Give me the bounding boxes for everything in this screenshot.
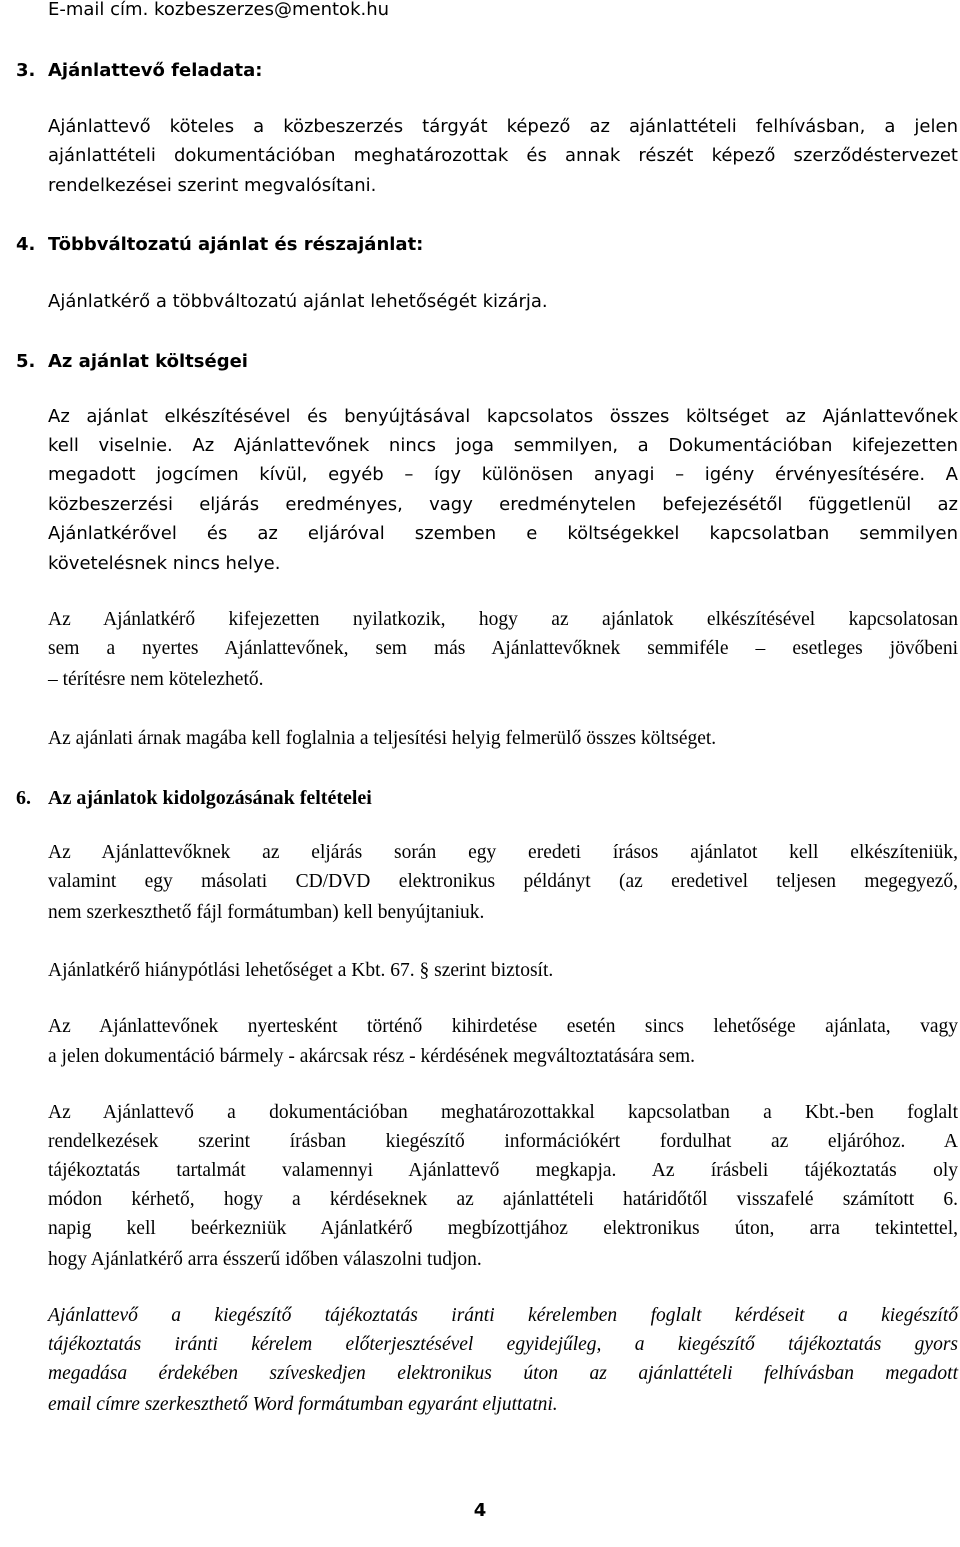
section-5-p2-line-2: sem a nyertes Ajánlattevőnek, sem más Ajánlattevőknek semmiféle – esetleges jövőbeni <box>48 638 958 659</box>
section-6-p1-line-1: Az Ajánlattevőknek az eljárás során egy eredeti írásos ajánlatot kell elkészíteniük, <box>48 842 958 863</box>
section-5-p1-line-4: közbeszerzési eljárás eredményes, vagy eredménytelen befejezésétől függetlenül az <box>48 494 958 515</box>
section-4-text: Ajánlatkérő a többváltozatú ajánlat lehetőségét kizárja. <box>48 291 548 312</box>
page-number: 4 <box>473 1500 487 1521</box>
section-5-p2-line-1: Az Ajánlatkérő kifejezetten nyilatkozik, hogy az ajánlatok elkészítésével kapcsolatosan <box>48 609 958 630</box>
section-4-number: 4. <box>16 234 36 255</box>
section-6-number: 6. <box>16 787 31 809</box>
section-3-line-3: rendelkezései szerint megvalósítani. <box>48 175 377 196</box>
section-3-number: 3. <box>16 60 36 81</box>
section-5-p1-line-1: Az ajánlat elkészítésével és benyújtásával kapcsolatos összes költséget az Ajánlattevőnek <box>48 406 958 427</box>
section-6-p4-line-1: Az Ajánlattevő a dokumentációban meghatározottakkal kapcsolatban a Kbt.-ben foglalt <box>48 1102 958 1123</box>
section-5-p1-line-2: kell viselnie. Az Ajánlattevőnek nincs joga semmilyen, a Dokumentációban kifejezetten <box>48 435 958 456</box>
section-6-p4-line-6: hogy Ajánlatkérő arra ésszerű időben válaszolni tudjon. <box>48 1249 482 1270</box>
section-3-line-1: Ajánlattevő köteles a közbeszerzés tárgyát képező az ajánlattételi felhívásban, a jelen <box>48 116 958 137</box>
section-6-p5-line-3: megadása érdekében szíveskedjen elektronikus úton az ajánlattételi felhívásban megadott <box>48 1363 958 1384</box>
section-4-title: Többváltozatú ajánlat és részajánlat: <box>48 234 424 255</box>
section-5-p1-line-5: Ajánlatkérővel és az eljáróval szemben e költségekkel kapcsolatban semmilyen <box>48 523 958 544</box>
section-6-p3-line-2: a jelen dokumentáció bármely - akárcsak rész - kérdésének megváltoztatására sem. <box>48 1046 695 1067</box>
section-5-p2-line-3: – térítésre nem kötelezhető. <box>48 669 264 690</box>
section-6-p4-line-2: rendelkezések szerint írásban kiegészítő információkért fordulhat az eljáróhoz. A <box>48 1131 958 1152</box>
section-5-p1-line-6: követelésnek nincs helye. <box>48 553 281 574</box>
section-3-line-2: ajánlattételi dokumentációban meghatározottak és annak részét képező szerződéstervezet <box>48 145 958 166</box>
email-line: E-mail cím. kozbeszerzes@mentok.hu <box>48 0 390 20</box>
section-6-p4-line-5: napig kell beérkezniük Ajánlatkérő megbízottjához elektronikus úton, arra tekintettel, <box>48 1218 958 1239</box>
section-6-p2: Ajánlatkérő hiánypótlási lehetőséget a Kbt. 67. § szerint biztosít. <box>48 960 554 981</box>
section-6-p4-line-3: tájékoztatás tartalmát valamennyi Ajánlattevő megkapja. Az írásbeli tájékoztatás oly <box>48 1160 958 1181</box>
section-5-title: Az ajánlat költségei <box>48 351 248 372</box>
section-6-p4-line-4: módon kérhető, hogy a kérdéseknek az ajánlattételi határidőtől visszafelé számított 6. <box>48 1189 958 1210</box>
section-6-p5-line-4: email címre szerkeszthető Word formátumban egyaránt eljuttatni. <box>48 1394 558 1415</box>
section-6-p5-line-2: tájékoztatás iránti kérelem előterjesztésével egyidejűleg, a kiegészítő tájékoztatás gyors <box>48 1334 958 1355</box>
section-6-p1-line-2: valamint egy másolati CD/DVD elektronikus példányt (az eredetivel teljesen megegyező, <box>48 871 958 892</box>
section-6-p1-line-3: nem szerkeszthető fájl formátumban) kell benyújtaniuk. <box>48 902 485 923</box>
section-6-p3-line-1: Az Ajánlattevőnek nyertesként történő kihirdetése esetén sincs lehetősége ajánlata, vagy <box>48 1016 958 1037</box>
section-5-number: 5. <box>16 351 36 372</box>
section-3-title: Ajánlattevő feladata: <box>48 60 263 81</box>
section-6-p5-line-1: Ajánlattevő a kiegészítő tájékoztatás iránti kérelemben foglalt kérdéseit a kiegészítő <box>48 1305 958 1326</box>
section-5-p1-line-3: megadott jogcímen kívül, egyéb – így különösen anyagi – igény érvényesítésére. A <box>48 464 958 485</box>
section-5-p3: Az ajánlati árnak magába kell foglalnia a teljesítési helyig felmerülő összes költséget. <box>48 728 717 749</box>
section-6-title: Az ajánlatok kidolgozásának feltételei <box>48 787 372 809</box>
